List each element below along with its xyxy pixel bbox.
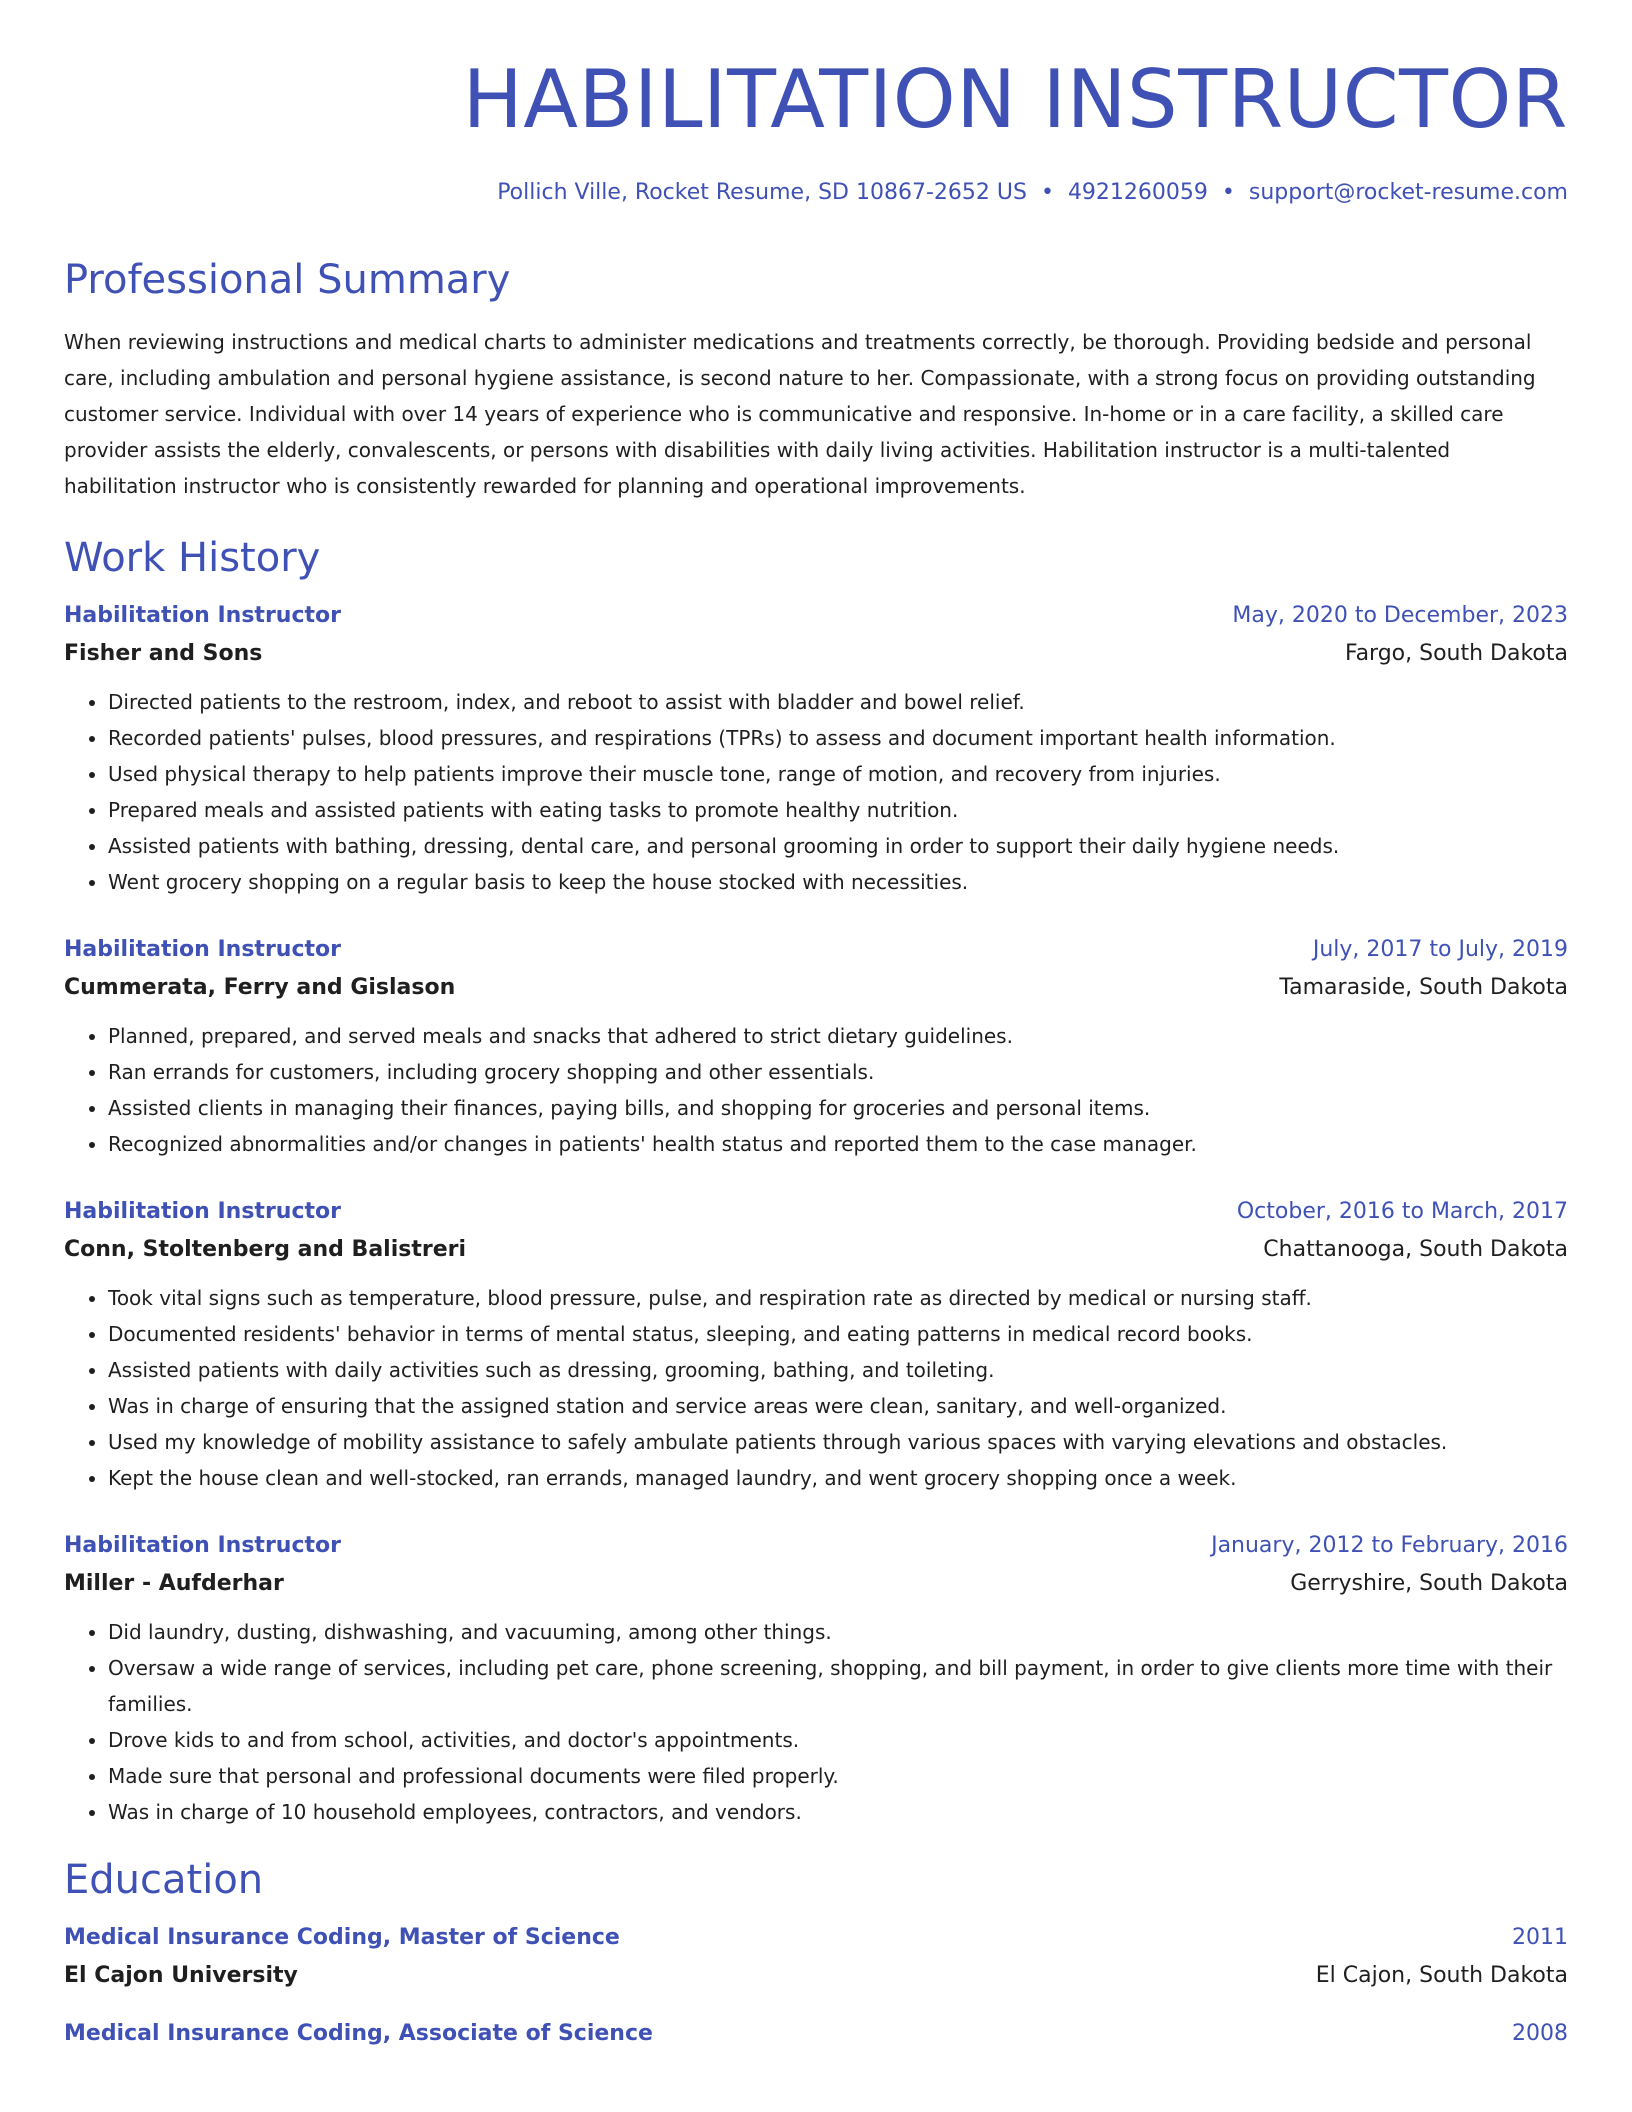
- job-bullet: • Assisted patients with bathing, dressing, dental care, and personal grooming in order to support their daily hygiene needs.: [108, 828, 1568, 864]
- job-bullet: • Recorded patients' pulses, blood pressures, and respirations (TPRs) to assess and document important health information.: [108, 720, 1568, 756]
- education-heading: Education: [64, 1857, 264, 1904]
- job-bullet: • Made sure that personal and professional documents were filed properly.: [108, 1758, 1568, 1794]
- job-bullet: • Assisted clients in managing their finances, paying bills, and shopping for groceries and personal items.: [108, 1090, 1568, 1126]
- job-bullet: • Drove kids to and from school, activities, and doctor's appointments.: [108, 1722, 1568, 1758]
- job-bullets: [64, 1614, 1568, 1830]
- work-history-heading: Work History: [64, 535, 321, 582]
- job-dates: January, 2012 to February, 2016: [1211, 1533, 1568, 1559]
- resume-title: HABILITATION INSTRUCTOR: [462, 53, 1568, 146]
- job-bullet: • Recognized abnormalities and/or changes in patients' health status and reported them to the case manager.: [108, 1126, 1568, 1162]
- job-company: Fisher and Sons: [64, 641, 263, 667]
- job-location: Chattanooga, South Dakota: [1263, 1237, 1568, 1263]
- job-bullet: • Was in charge of 10 household employees, contractors, and vendors.: [108, 1794, 1568, 1830]
- job-bullet: • Assisted patients with daily activities such as dressing, grooming, bathing, and toileting.: [108, 1352, 1568, 1388]
- job-bullet: • Used my knowledge of mobility assistance to safely ambulate patients through various spaces with varying elevations and obstacles.: [108, 1424, 1568, 1460]
- contact-line: [64, 180, 1568, 206]
- education-entry: [64, 2018, 1568, 2050]
- job-location: Fargo, South Dakota: [1344, 641, 1568, 667]
- job-title: Habilitation Instructor: [64, 603, 341, 629]
- job-bullet: • Directed patients to the restroom, index, and reboot to assist with bladder and bowel relief.: [108, 684, 1568, 720]
- job-entry: [64, 934, 1568, 1162]
- contact-email: support@rocket-resume.com: [1248, 180, 1568, 205]
- job-dates: October, 2016 to March, 2017: [1236, 1199, 1568, 1225]
- job-bullet: • Prepared meals and assisted patients with eating tasks to promote healthy nutrition.: [108, 792, 1568, 828]
- contact-separator: •: [1040, 180, 1054, 205]
- job-bullets: [64, 1018, 1568, 1162]
- job-title: Habilitation Instructor: [64, 937, 341, 963]
- job-company: Miller - Aufderhar: [64, 1571, 284, 1597]
- job-company: Conn, Stoltenberg and Balistreri: [64, 1237, 467, 1263]
- education-degree: Medical Insurance Coding, Associate of Science: [64, 2021, 653, 2047]
- education-year: 2008: [1512, 2021, 1568, 2047]
- education-year: 2011: [1512, 1925, 1568, 1951]
- resume-page: [64, 0, 1568, 2050]
- education-location: El Cajon, South Dakota: [1315, 1963, 1568, 1989]
- job-title: Habilitation Instructor: [64, 1533, 341, 1559]
- job-bullet: • Used physical therapy to help patients improve their muscle tone, range of motion, and recovery from injuries.: [108, 756, 1568, 792]
- education-degree: Medical Insurance Coding, Master of Science: [64, 1925, 620, 1951]
- job-entry: [64, 1530, 1568, 1830]
- job-dates: May, 2020 to December, 2023: [1232, 603, 1568, 629]
- job-bullet: • Took vital signs such as temperature, blood pressure, pulse, and respiration rate as directed by medical or nursing staff.: [108, 1280, 1568, 1316]
- job-bullet: • Kept the house clean and well-stocked, ran errands, managed laundry, and went grocery shopping once a week.: [108, 1460, 1568, 1496]
- job-bullet: • Did laundry, dusting, dishwashing, and vacuuming, among other things.: [108, 1614, 1568, 1650]
- summary-text: When reviewing instructions and medical charts to administer medications and treatments correctly, be thorough. Providing bedside and personal care, including ambulation and personal hygiene assistance, is second nature to her. Compassionate, with a strong focus on providing outstanding customer service. Individual with over 14 years of experience who is communicative and responsive. In-home or in a care facility, a skilled care provider assists the elderly, convalescents, or persons with disabilities with daily living activities. Habilitation instructor is a multi-talented habilitation instructor who is consistently rewarded for planning and operational improvements.: [64, 330, 1536, 499]
- job-entry: [64, 600, 1568, 900]
- job-location: Gerryshire, South Dakota: [1290, 1571, 1568, 1597]
- education-entry: [64, 1922, 1568, 1992]
- job-company: Cummerata, Ferry and Gislason: [64, 975, 456, 1001]
- job-title: Habilitation Instructor: [64, 1199, 341, 1225]
- job-bullets: [64, 684, 1568, 900]
- job-bullets: [64, 1280, 1568, 1496]
- contact-phone: 4921260059: [1067, 180, 1208, 205]
- summary-heading: Professional Summary: [64, 257, 511, 304]
- job-bullet: • Was in charge of ensuring that the assigned station and service areas were clean, sanitary, and well-organized.: [108, 1388, 1568, 1424]
- job-bullet: • Ran errands for customers, including grocery shopping and other essentials.: [108, 1054, 1568, 1090]
- job-dates: July, 2017 to July, 2019: [1312, 937, 1568, 963]
- job-bullet: • Planned, prepared, and served meals and snacks that adhered to strict dietary guidelines.: [108, 1018, 1568, 1054]
- contact-separator: •: [1221, 180, 1235, 205]
- job-bullet: • Oversaw a wide range of services, including pet care, phone screening, shopping, and bill payment, in order to give clients more time with their families.: [108, 1650, 1568, 1722]
- contact-address: Pollich Ville, Rocket Resume, SD 10867-2652 US: [497, 180, 1027, 205]
- job-location: Tamaraside, South Dakota: [1279, 975, 1568, 1001]
- job-bullet: • Went grocery shopping on a regular basis to keep the house stocked with necessities.: [108, 864, 1568, 900]
- education-school: El Cajon University: [64, 1963, 298, 1989]
- job-bullet: • Documented residents' behavior in terms of mental status, sleeping, and eating patterns in medical record books.: [108, 1316, 1568, 1352]
- job-entry: [64, 1196, 1568, 1496]
